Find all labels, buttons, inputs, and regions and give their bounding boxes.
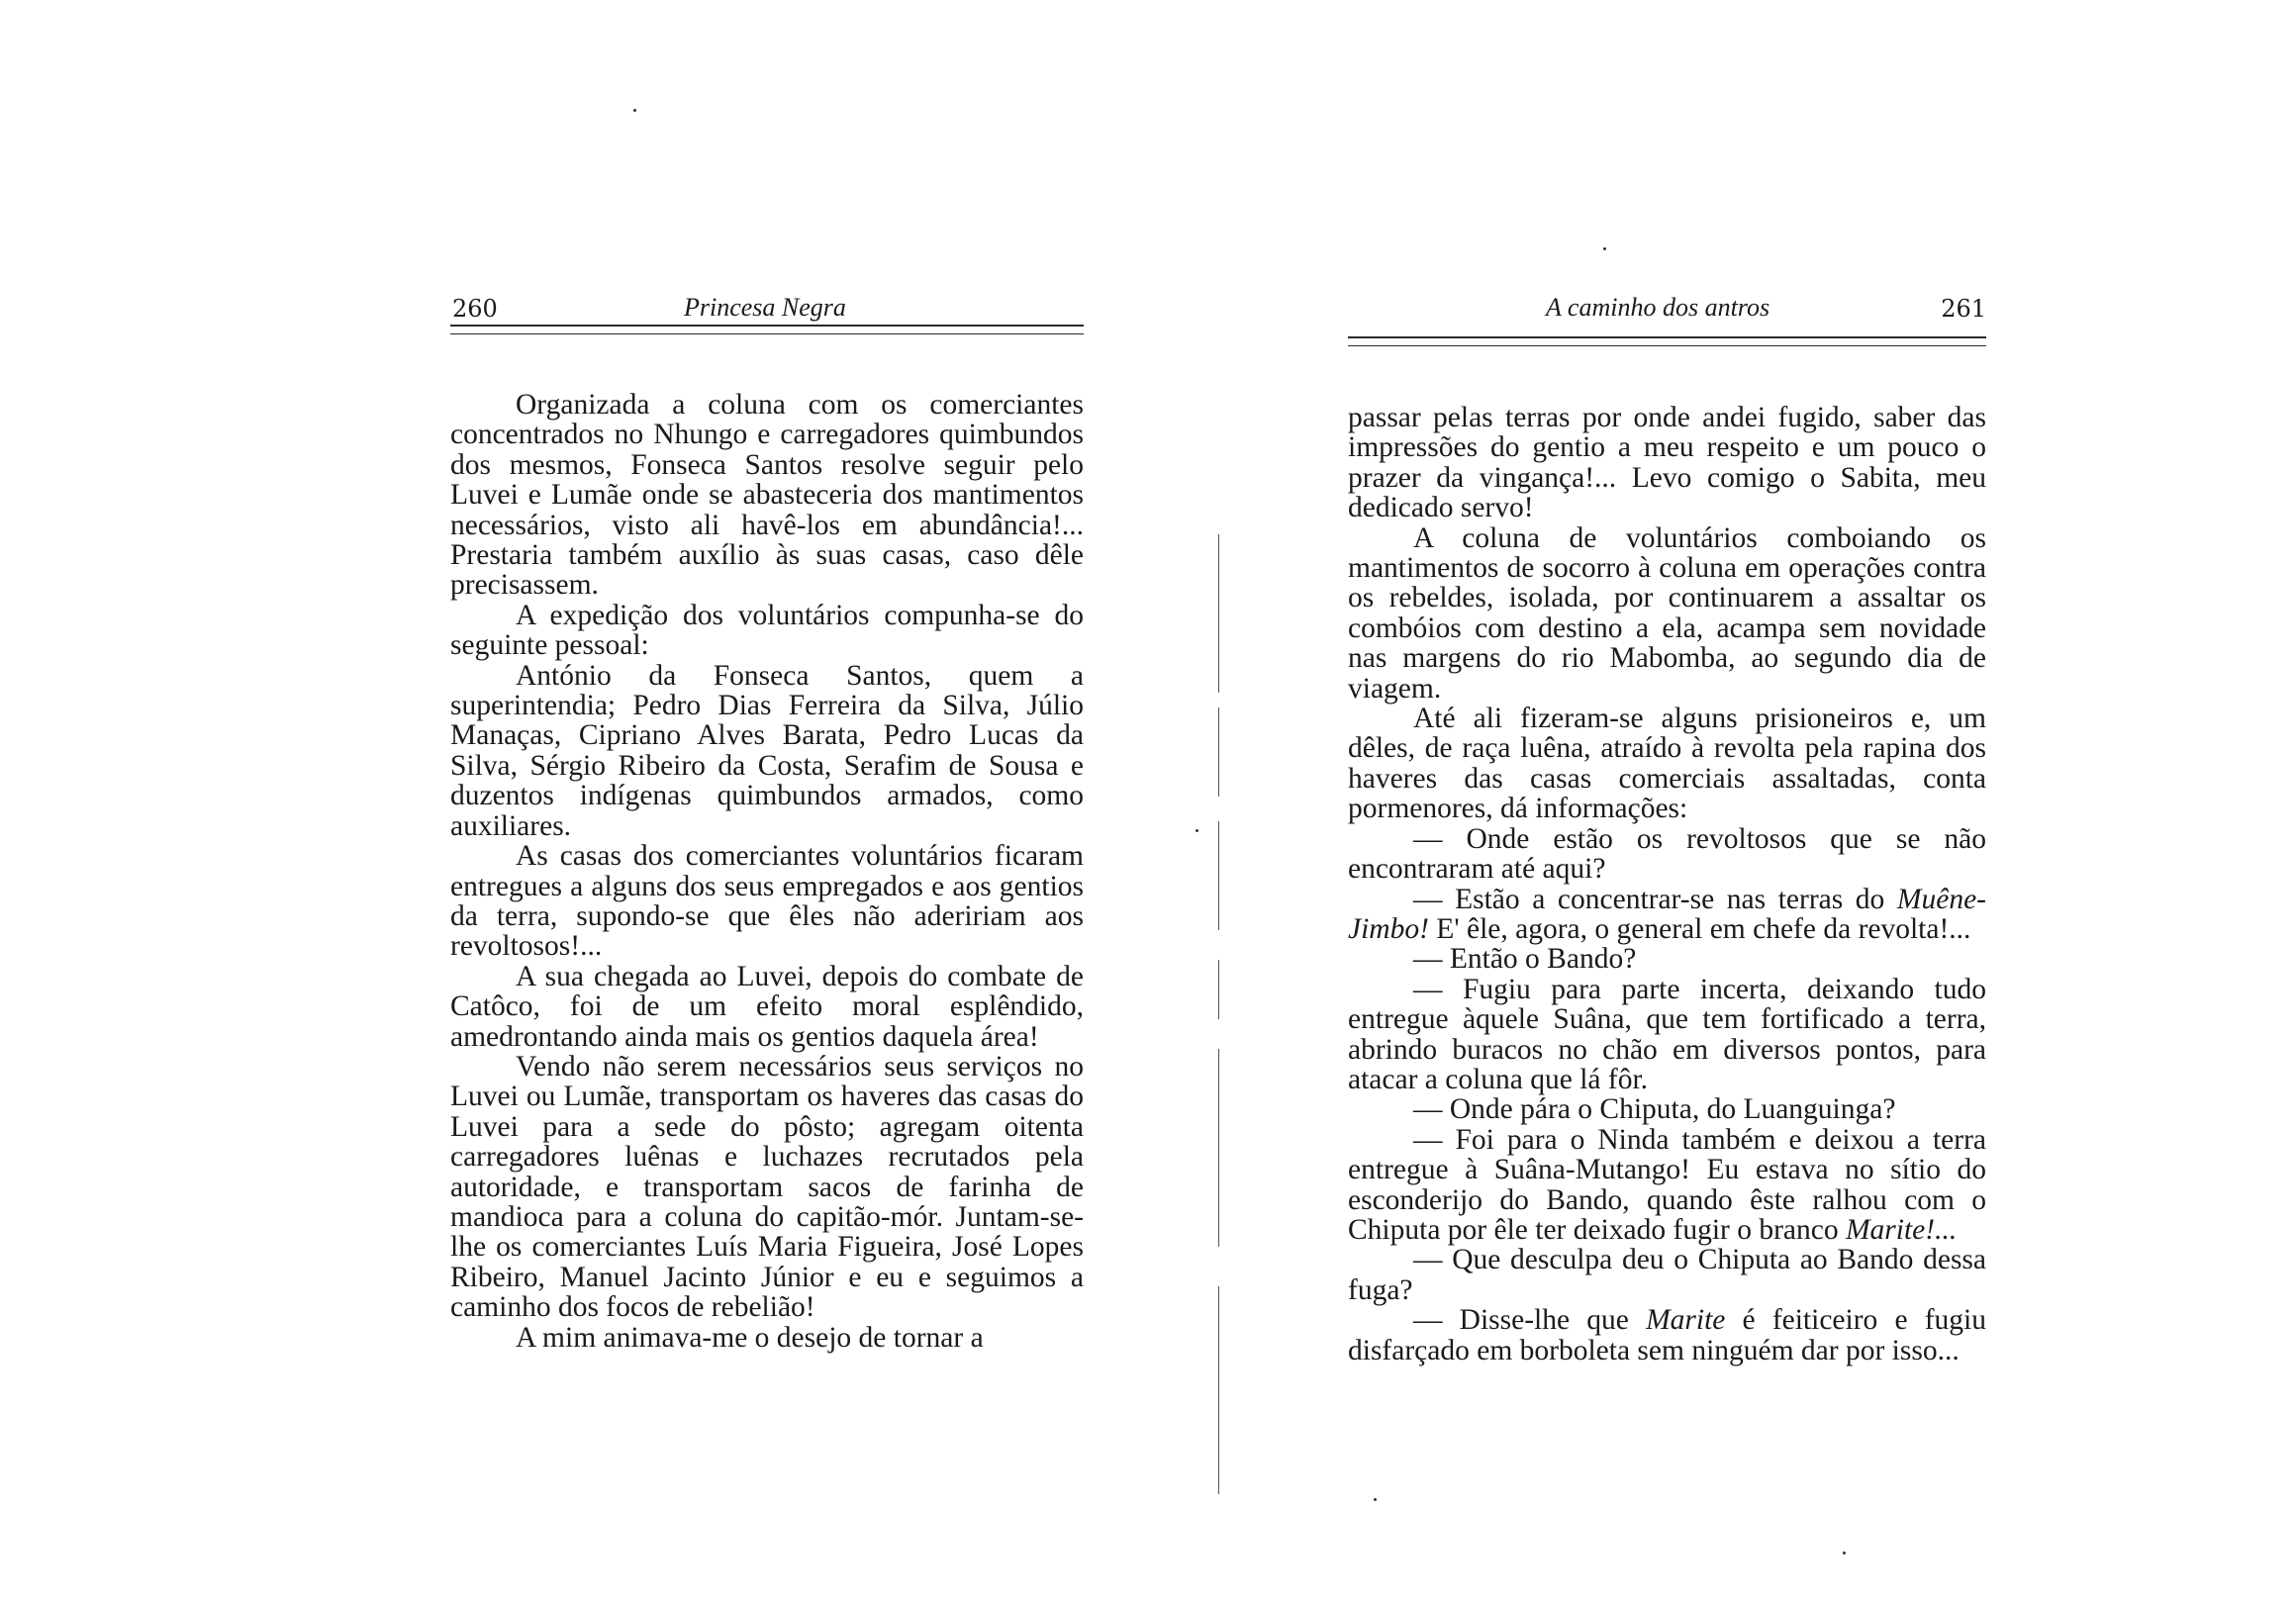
italic-name: Muêne-Jimbo!: [1348, 883, 1986, 945]
paragraph: Organizada a coluna com os comerciantes concentrados no Nhungo e carregadores quimbundos dos mesmos, Fonseca Santos resolve seguir pelo Luvei e Lumãe onde se abasteceria dos mantimentos necessários, visto ali havê-los em abundância!... Prestaria também auxílio às suas casas, caso dêle precisassem.: [450, 389, 1084, 602]
italic-name: Marite: [1646, 1304, 1726, 1337]
dialogue-line: — Onde pára o Chiputa, do Luanguinga?: [1413, 1093, 1896, 1126]
page-body: [450, 390, 1084, 1353]
dialogue-line: — Fugiu para parte incerta, deixando tudo entregue àquele Suâna, que tem fortificado a terra, abrindo buracos no chão em diversos pontos, para atacar a coluna que lá fôr.: [1348, 973, 1986, 1095]
page-number: 260: [452, 295, 498, 323]
dialogue-line: — Então o Bando?: [1413, 943, 1637, 976]
right-page: [1348, 0, 1986, 1599]
dialogue-line: — Estão a concentrar-se nas terras do Muêne-Jimbo! E' êle, agora, o general em chefe da revolta!...: [1348, 883, 1986, 945]
dialogue-line: — Foi para o Ninda também e deixou a terra entregue à Suâna-Mutango! Eu estava no sítio do esconderijo do Bando, quando êste ralhou com o Chiputa por êle ter deixado fugir o branco Marite!...: [1348, 1123, 1986, 1246]
paragraph: A mim animava-me o desejo de tornar a: [516, 1321, 984, 1354]
paragraph: António da Fonseca Santos, quem a superintendia; Pedro Dias Ferreira da Silva, Júlio Manaças, Cipriano Alves Barata, Pedro Lucas da Silva, Sérgio Ribeiro da Costa, Serafim de Sousa e duzentos indígenas quimbundos armados, como auxiliares.: [450, 659, 1084, 842]
book-gutter: [1209, 495, 1229, 1504]
paper-speck: [633, 109, 636, 112]
dialogue-line: — Disse-lhe que Marite é feiticeiro e fugiu disfarçado em borboleta sem ninguém dar por isso...: [1348, 1304, 1987, 1366]
page-body: [1348, 403, 1986, 1365]
paragraph: As casas dos comerciantes voluntários ficaram entregues a alguns dos seus empregados e aos gentios da terra, supondo-se que êles não adeririam aos revoltosos!...: [450, 840, 1084, 963]
left-page: [450, 0, 1084, 1599]
paragraph: Vendo não serem necessários seus serviços no Luvei ou Lumãe, transportam os haveres das casas do Luvei para a sede do pôsto; agregam oitenta carregadores luênas e luchazes recrutados pela autoridade, e transportam sacos de farinha de mandioca para a coluna do capitão-mór. Juntam-se-lhe os comerciantes Luís Maria Figueira, José Lopes Ribeiro, Manuel Jacinto Júnior e eu e seguimos a caminho dos focos de rebelião!: [450, 1050, 1084, 1324]
header-rule: [450, 325, 1084, 334]
running-title: Princesa Negra: [684, 293, 846, 322]
paper-speck: [1196, 829, 1198, 832]
running-title: A caminho dos antros: [1546, 293, 1770, 322]
running-head: [1348, 293, 1986, 332]
paragraph: A coluna de voluntários comboiando os mantimentos de socorro à coluna em operações contra os rebeldes, isolada, por continuarem a assaltar os combóios com destino a ela, acampa sem novidade nas margens do rio Mabomba, ao segundo dia de viagem.: [1348, 521, 1986, 705]
dialogue-line: — Que desculpa deu o Chiputa ao Bando dessa fuga?: [1348, 1244, 1986, 1306]
dialogue-line: — Onde estão os revoltosos que se não encontraram até aqui?: [1348, 822, 1986, 886]
paragraph-continued: passar pelas terras por onde andei fugido, saber das impressões do gentio a meu respeito e um pouco o prazer da vingança!... Levo comigo o Sabita, meu dedicado servo!: [1348, 402, 1986, 524]
paragraph: A expedição dos voluntários compunha-se do seguinte pessoal:: [450, 599, 1084, 662]
header-rule: [1348, 336, 1986, 346]
paragraph: Até ali fizeram-se alguns prisioneiros e, um dêles, de raça luêna, atraído à revolta pela rapina dos haveres das casas comerciais assaltadas, conta pormenores, dá informações:: [1348, 703, 1986, 825]
italic-name: Marite!...: [1845, 1213, 1958, 1246]
page-number: 261: [1941, 295, 1986, 323]
paragraph: A sua chegada ao Luvei, depois do combate de Catôco, foi de um efeito moral esplêndido, amedrontando ainda mais os gentios daquela área!: [450, 960, 1084, 1053]
